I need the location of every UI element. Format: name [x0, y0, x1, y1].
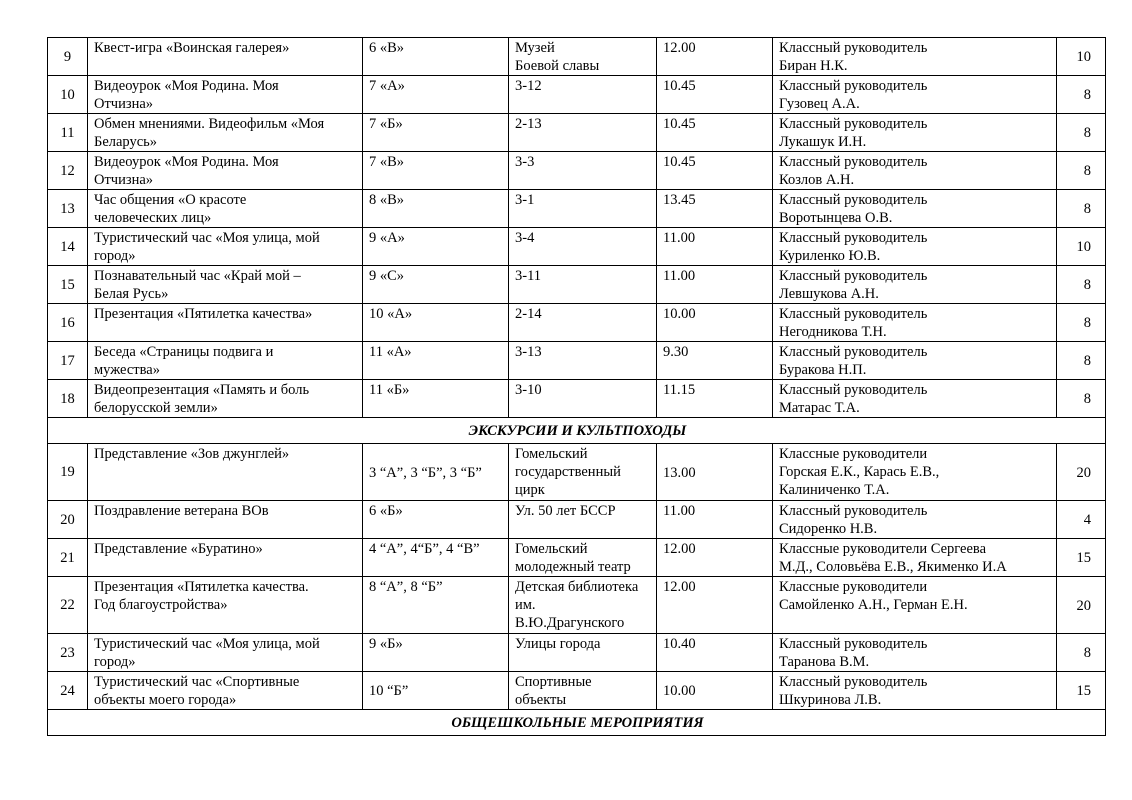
row-number: 20 [48, 501, 88, 539]
event-time: 12.00 [657, 539, 773, 577]
venue: Гомельский государственный цирк [509, 444, 657, 501]
class-name: 10 “Б” [363, 672, 509, 710]
participant-count: 8 [1057, 190, 1106, 228]
row-number: 10 [48, 76, 88, 114]
venue: 3-3 [509, 152, 657, 190]
event-time: 11.00 [657, 501, 773, 539]
section-header-row [48, 710, 1106, 736]
event-time: 10.40 [657, 634, 773, 672]
row-number: 23 [48, 634, 88, 672]
event-time: 10.45 [657, 114, 773, 152]
participant-count: 8 [1057, 342, 1106, 380]
section-title-school-events: ОБЩЕШКОЛЬНЫЕ МЕРОПРИЯТИЯ [48, 710, 1106, 736]
table-row [48, 304, 1106, 342]
table-row [48, 152, 1106, 190]
responsible-person: Классные руководители Самойленко А.Н., Герман Е.Н. [773, 577, 1057, 634]
event-time: 11.00 [657, 266, 773, 304]
responsible-person: Классный руководитель Козлов А.Н. [773, 152, 1057, 190]
row-number: 14 [48, 228, 88, 266]
responsible-person: Классный руководитель Куриленко Ю.В. [773, 228, 1057, 266]
participant-count: 8 [1057, 304, 1106, 342]
participant-count: 20 [1057, 577, 1106, 634]
participant-count: 8 [1057, 76, 1106, 114]
event-time: 13.45 [657, 190, 773, 228]
schedule-table [47, 37, 1106, 736]
event-title: Туристический час «Моя улица, мой город» [88, 634, 363, 672]
table-row [48, 444, 1106, 501]
event-time: 10.45 [657, 152, 773, 190]
participant-count: 20 [1057, 444, 1106, 501]
row-number: 9 [48, 38, 88, 76]
table-row [48, 266, 1106, 304]
participant-count: 15 [1057, 539, 1106, 577]
row-number: 13 [48, 190, 88, 228]
venue: 2-14 [509, 304, 657, 342]
responsible-person: Классный руководитель Гузовец А.А. [773, 76, 1057, 114]
class-name: 7 «А» [363, 76, 509, 114]
event-time: 9.30 [657, 342, 773, 380]
venue: 3-1 [509, 190, 657, 228]
venue: 3-12 [509, 76, 657, 114]
row-number: 16 [48, 304, 88, 342]
participant-count: 8 [1057, 634, 1106, 672]
table-row [48, 228, 1106, 266]
responsible-person: Классный руководитель Негодникова Т.Н. [773, 304, 1057, 342]
class-name: 9 «С» [363, 266, 509, 304]
row-number: 19 [48, 444, 88, 501]
responsible-person: Классный руководитель Таранова В.М. [773, 634, 1057, 672]
table-row [48, 577, 1106, 634]
row-number: 24 [48, 672, 88, 710]
event-time: 10.45 [657, 76, 773, 114]
class-name: 11 «Б» [363, 380, 509, 418]
responsible-person: Классный руководитель Биран Н.К. [773, 38, 1057, 76]
table-row [48, 190, 1106, 228]
venue: Улицы города [509, 634, 657, 672]
row-number: 22 [48, 577, 88, 634]
venue: Спортивные объекты [509, 672, 657, 710]
event-time: 10.00 [657, 672, 773, 710]
table-row [48, 672, 1106, 710]
event-time: 13.00 [657, 444, 773, 501]
class-name: 8 “А”, 8 “Б” [363, 577, 509, 634]
class-name: 10 «А» [363, 304, 509, 342]
class-name: 8 «В» [363, 190, 509, 228]
responsible-person: Классный руководитель Лукашук И.Н. [773, 114, 1057, 152]
event-title: Час общения «О красоте человеческих лиц» [88, 190, 363, 228]
section-title-excursions: ЭКСКУРСИИ И КУЛЬТПОХОДЫ [48, 418, 1106, 444]
class-name: 7 «Б» [363, 114, 509, 152]
event-title: Туристический час «Моя улица, мой город» [88, 228, 363, 266]
event-time: 10.00 [657, 304, 773, 342]
row-number: 18 [48, 380, 88, 418]
class-name: 6 «Б» [363, 501, 509, 539]
event-time: 11.00 [657, 228, 773, 266]
venue: 3-4 [509, 228, 657, 266]
event-title: Представление «Зов джунглей» [88, 444, 363, 501]
participant-count: 15 [1057, 672, 1106, 710]
table-row [48, 634, 1106, 672]
participant-count: 10 [1057, 228, 1106, 266]
participant-count: 8 [1057, 152, 1106, 190]
event-title: Видеоурок «Моя Родина. Моя Отчизна» [88, 76, 363, 114]
participant-count: 8 [1057, 380, 1106, 418]
row-number: 21 [48, 539, 88, 577]
venue: Ул. 50 лет БССР [509, 501, 657, 539]
event-title: Презентация «Пятилетка качества. Год благоустройства» [88, 577, 363, 634]
event-time: 12.00 [657, 577, 773, 634]
event-title: Презентация «Пятилетка качества» [88, 304, 363, 342]
class-name: 9 «Б» [363, 634, 509, 672]
responsible-person: Классный руководитель Левшукова А.Н. [773, 266, 1057, 304]
event-time: 11.15 [657, 380, 773, 418]
venue: Детская библиотека им. В.Ю.Драгунского [509, 577, 657, 634]
class-name: 9 «А» [363, 228, 509, 266]
table-row [48, 342, 1106, 380]
table-row [48, 114, 1106, 152]
event-title: Беседа «Страницы подвига и мужества» [88, 342, 363, 380]
venue: 3-13 [509, 342, 657, 380]
event-title: Видеоурок «Моя Родина. Моя Отчизна» [88, 152, 363, 190]
class-name: 7 «В» [363, 152, 509, 190]
responsible-person: Классный руководитель Сидоренко Н.В. [773, 501, 1057, 539]
venue: 2-13 [509, 114, 657, 152]
row-number: 15 [48, 266, 88, 304]
event-title: Познавательный час «Край мой – Белая Русь» [88, 266, 363, 304]
participant-count: 8 [1057, 114, 1106, 152]
venue: Гомельский молодежный театр [509, 539, 657, 577]
participant-count: 4 [1057, 501, 1106, 539]
event-time: 12.00 [657, 38, 773, 76]
class-name: 6 «В» [363, 38, 509, 76]
event-title: Представление «Буратино» [88, 539, 363, 577]
responsible-person: Классный руководитель Матарас Т.А. [773, 380, 1057, 418]
table-row [48, 501, 1106, 539]
table-row [48, 38, 1106, 76]
venue: Музей Боевой славы [509, 38, 657, 76]
event-title: Поздравление ветерана ВОв [88, 501, 363, 539]
row-number: 17 [48, 342, 88, 380]
class-name: 3 “А”, 3 “Б”, 3 “Б” [363, 444, 509, 501]
participant-count: 8 [1057, 266, 1106, 304]
row-number: 12 [48, 152, 88, 190]
responsible-person: Классные руководители Горская Е.К., Карась Е.В., Калиниченко Т.А. [773, 444, 1057, 501]
section-header-row [48, 418, 1106, 444]
table-row [48, 380, 1106, 418]
event-title: Обмен мнениями. Видеофильм «Моя Беларусь» [88, 114, 363, 152]
table-row [48, 76, 1106, 114]
event-title: Туристический час «Спортивные объекты моего города» [88, 672, 363, 710]
responsible-person: Классные руководители Сергеева М.Д., Соловьёва Е.В., Якименко И.А [773, 539, 1057, 577]
table-row [48, 539, 1106, 577]
event-title: Видеопрезентация «Память и боль белорусской земли» [88, 380, 363, 418]
responsible-person: Классный руководитель Буракова Н.П. [773, 342, 1057, 380]
responsible-person: Классный руководитель Шкуринова Л.В. [773, 672, 1057, 710]
class-name: 4 “А”, 4“Б”, 4 “В” [363, 539, 509, 577]
venue: 3-11 [509, 266, 657, 304]
responsible-person: Классный руководитель Воротынцева О.В. [773, 190, 1057, 228]
participant-count: 10 [1057, 38, 1106, 76]
class-name: 11 «А» [363, 342, 509, 380]
row-number: 11 [48, 114, 88, 152]
venue: 3-10 [509, 380, 657, 418]
event-title: Квест-игра «Воинская галерея» [88, 38, 363, 76]
